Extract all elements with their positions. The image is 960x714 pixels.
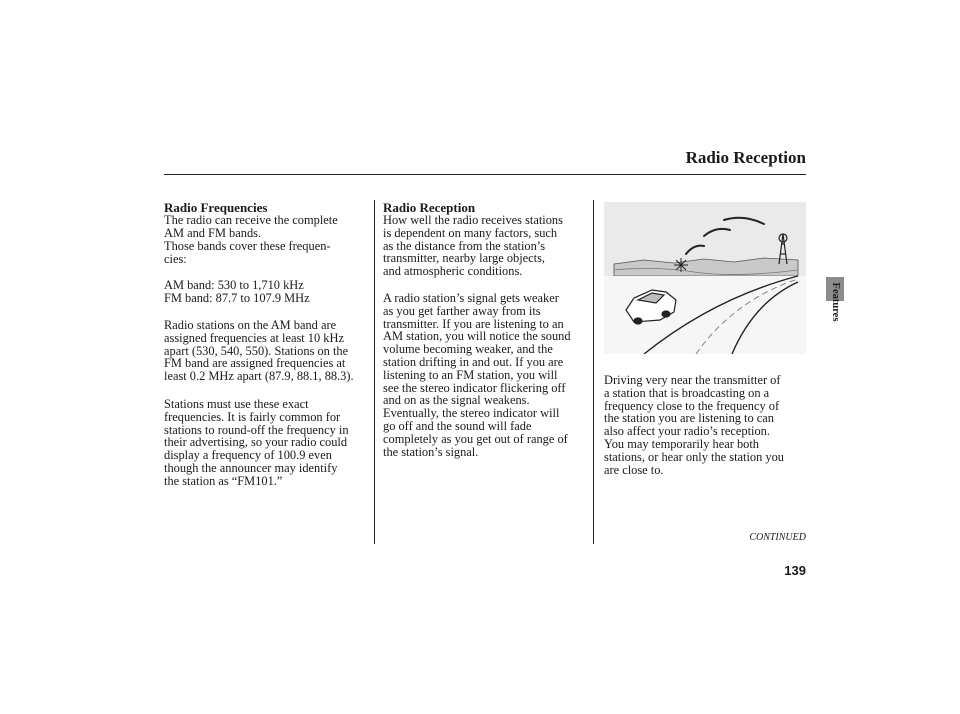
car-road-radio-tower-illustration [604,202,806,354]
column-divider-right [593,200,594,544]
page-number: 139 [784,563,806,578]
paragraph: Driving very near the transmitter of a station that is broadcasting on a frequency close to the frequency of the station you are listening to can also affect your radio’s reception. You may temporarily hear both stations, or hear only the station you are close to. [604,373,784,477]
section-heading-radio-frequencies: Radio Frequencies [164,200,268,215]
paragraph: Stations must use these exact frequencies. It is fairly common for stations to round-off the frequency in their advertising, so your radio could display a frequency of 100.9 even though the announcer may identify the station as “FM101.” [164,397,349,488]
paragraph: A radio station’s signal gets weaker as you get farther away from its transmitter. If you are listening to an AM station, you will notice the sound volume becoming weaker, and the station drifting in and out. If you are listening to an FM station, you will see the stereo indicator flickering off and on as the signal weakens. Eventually, the stereo indicator will go off and the sound will fade completely as you get out of range of the station’s signal. [383,291,571,459]
paragraph: Those bands cover these frequen- cies: [164,239,331,266]
continued-label: CONTINUED [749,532,806,543]
section-tab-label: Features [830,282,841,322]
title-divider [164,174,806,175]
paragraph: Radio stations on the AM band are assigned frequencies at least 10 kHz apart (530, 540, 550). Stations on the FM band are assigned frequencies at least 0.2 MHz apart (87.9, 88.1, 88.3). [164,318,354,384]
paragraph: The radio can receive the complete AM and FM bands. [164,213,338,240]
column-divider-left [374,200,375,544]
paragraph: AM band: 530 to 1,710 kHz FM band: 87.7 to 107.9 MHz [164,278,310,305]
page-title: Radio Reception [685,148,806,167]
section-heading-radio-reception: Radio Reception [383,200,476,215]
paragraph: How well the radio receives stations is dependent on many factors, such as the distance from the station’s transmitter, nearby large objects, and atmospheric conditions. [383,213,563,279]
